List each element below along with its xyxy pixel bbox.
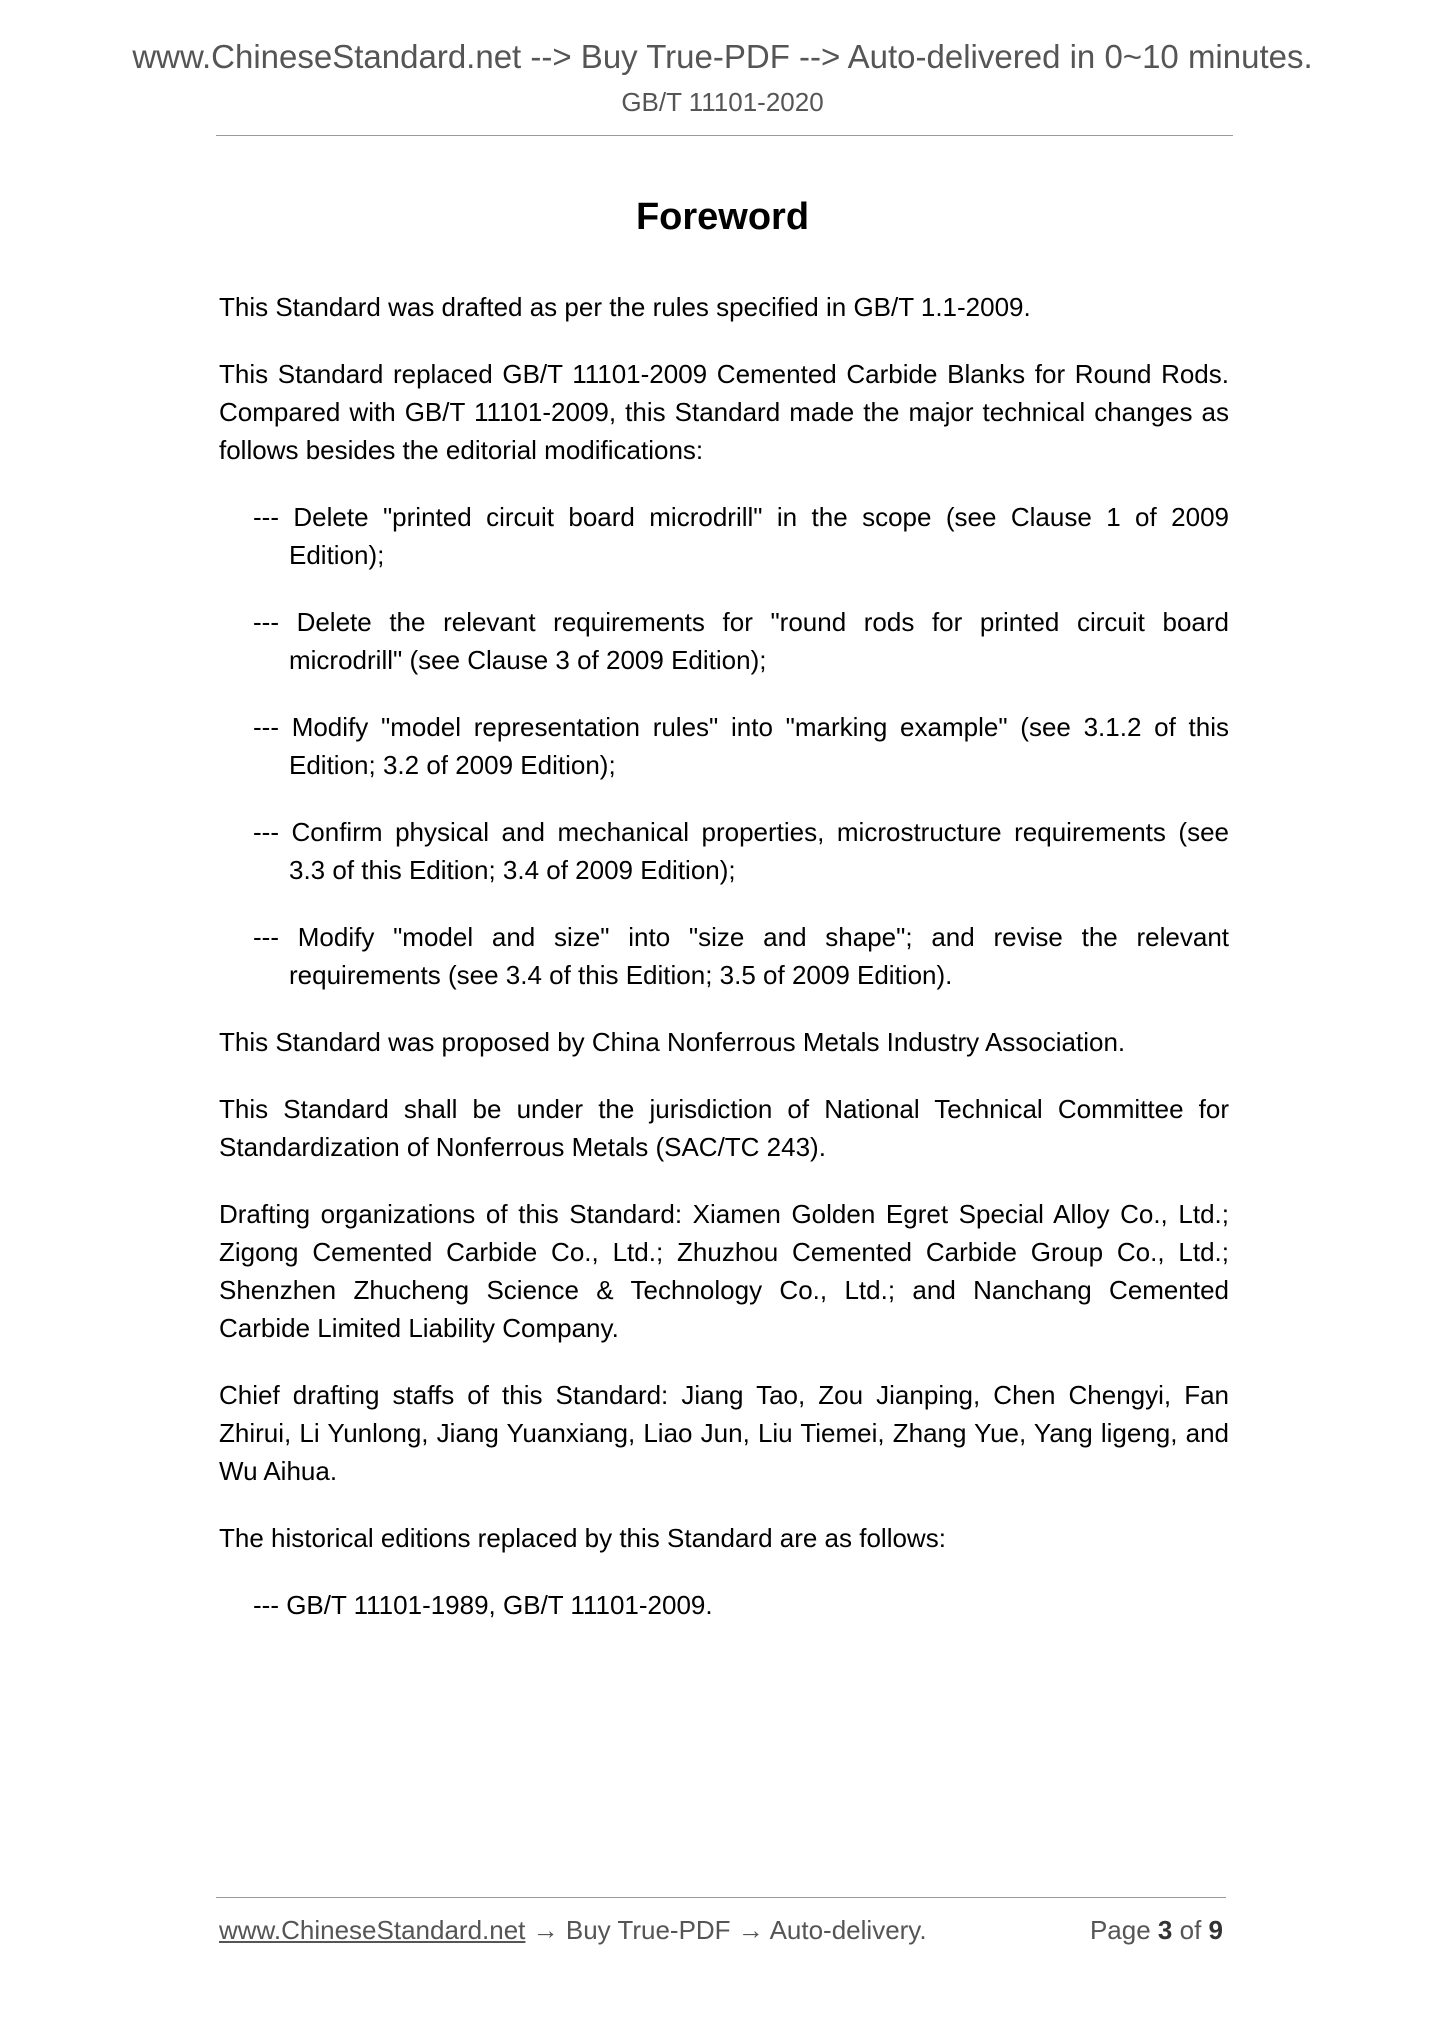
change-item: --- Modify "model representation rules" into "marking example" (see 3.1.2 of this Edition; 3.2 of 2009 Edition); (253, 712, 1229, 780)
paragraph-drafting-staffs: Chief drafting staffs of this Standard: Jiang Tao, Zou Jianping, Chen Chengyi, Fan Zhirui, Li Yunlong, Jiang Yuanxiang, Liao Jun, Liu Tiemei, Zhang Yue, Yang ligeng, and Wu Aihua. (219, 1380, 1229, 1486)
standard-code: GB/T 11101-2020 (621, 87, 824, 117)
current-page-number: 3 (1157, 1915, 1173, 1945)
history-item: --- GB/T 11101-1989, GB/T 11101-2009. (253, 1590, 713, 1620)
paragraph-historical-editions: The historical editions replaced by this Standard are as follows: (219, 1523, 946, 1553)
paragraph-drafting-organizations: Drafting organizations of this Standard: Xiamen Golden Egret Special Alloy Co., Ltd.; Zigong Cemented Carbide Co., Ltd.; Zhuzhou Cemented Carbide Group Co., Ltd.; Shenzhen Zhucheng Science & Technology Co., Ltd.; and Nanchang Cemented Carbide Limited Liability Company. (219, 1199, 1229, 1343)
header-banner: www.ChineseStandard.net --> Buy True-PDF --> Auto-delivered in 0~10 minutes. (132, 38, 1313, 75)
website-link[interactable]: www.ChineseStandard.net (219, 1915, 526, 1945)
page-indicator (1090, 1915, 1223, 1946)
page-label: Page (1089, 1915, 1151, 1945)
of-label: of (1179, 1915, 1202, 1945)
change-item: --- Confirm physical and mechanical properties, microstructure requirements (see 3.3 of this Edition; 3.4 of 2009 Edition); (253, 817, 1229, 885)
paragraph-proposed-by: This Standard was proposed by China Nonferrous Metals Industry Association. (219, 1027, 1126, 1057)
footer-promo (219, 1915, 927, 1946)
footer-tagline: → Buy True-PDF → Auto-delivery. (525, 1915, 927, 1945)
change-item: --- Delete the relevant requirements for "round rods for printed circuit board microdrill" (see Clause 3 of 2009 Edition); (253, 607, 1229, 675)
total-pages-number: 9 (1208, 1915, 1223, 1945)
header-divider (216, 135, 1233, 136)
document-body (219, 288, 1229, 1653)
footer-divider (216, 1897, 1226, 1898)
change-item: --- Modify "model and size" into "size and shape"; and revise the relevant requirements (see 3.4 of this Edition; 3.5 of 2009 Edition). (253, 922, 1229, 990)
paragraph-drafting-rules: This Standard was drafted as per the rules specified in GB/T 1.1-2009. (219, 292, 1031, 322)
paragraph-replacement: This Standard replaced GB/T 11101-2009 Cemented Carbide Blanks for Round Rods. Compared with GB/T 11101-2009, this Standard made the major technical changes as follows besides the editorial modifications: (219, 359, 1229, 465)
paragraph-jurisdiction: This Standard shall be under the jurisdiction of National Technical Committee for Standardization of Nonferrous Metals (SAC/TC 243). (219, 1094, 1229, 1162)
change-item: --- Delete "printed circuit board microdrill" in the scope (see Clause 1 of 2009 Edition); (253, 502, 1229, 570)
page-title: Foreword (635, 196, 810, 238)
